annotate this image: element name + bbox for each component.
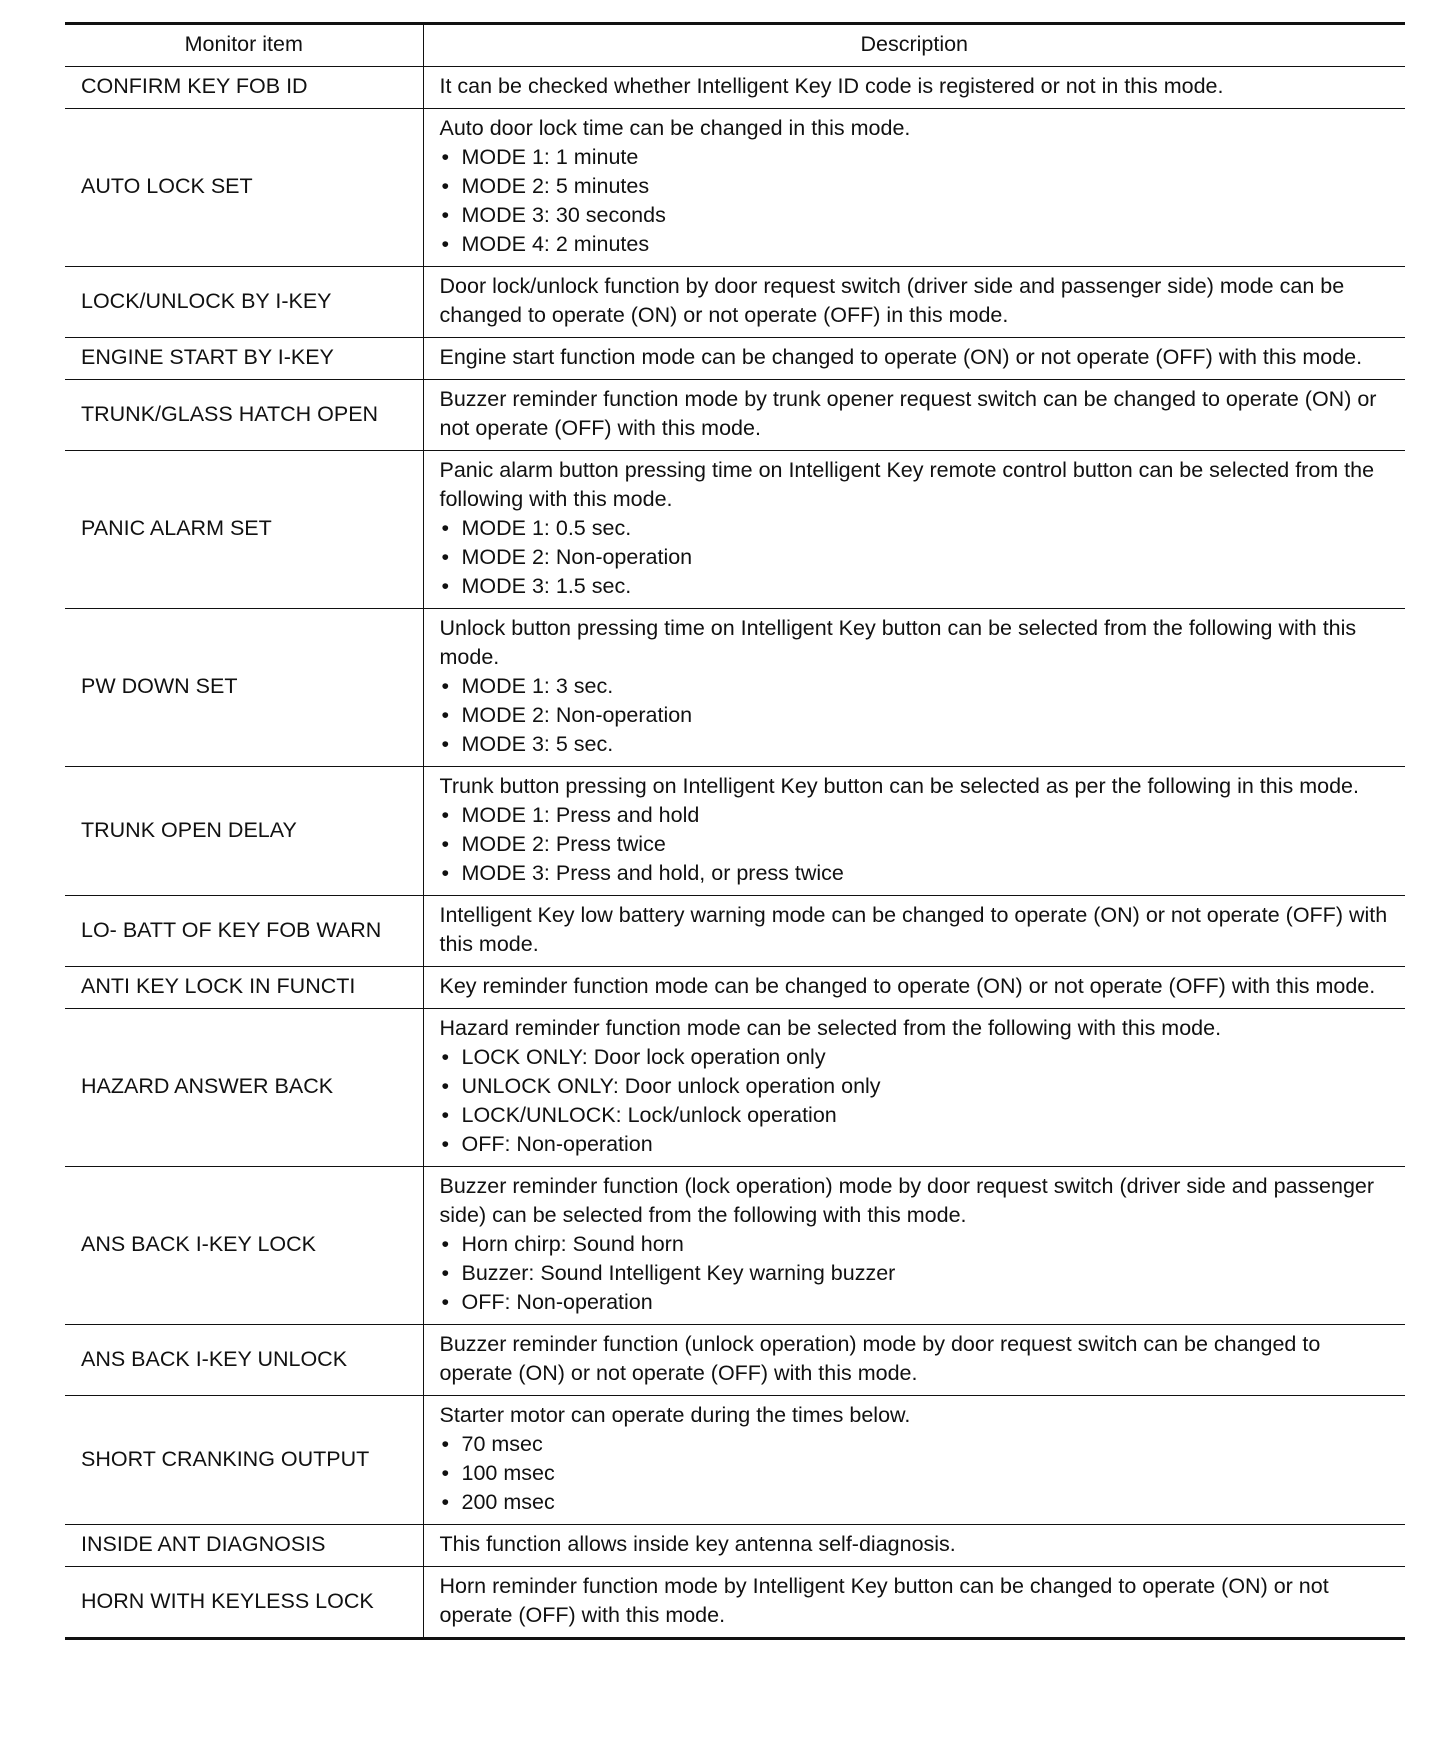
option-item: • MODE 3: 5 sec. xyxy=(440,730,1390,759)
description-text: Engine start function mode can be changed to operate (ON) or not operate (OFF) with this mode. xyxy=(439,345,1363,369)
table-body xyxy=(65,67,1405,1639)
option-item: • MODE 1: Press and hold xyxy=(440,801,1390,830)
option-list xyxy=(440,514,1390,601)
table-row xyxy=(65,267,1405,338)
monitor-item-cell: LOCK/UNLOCK BY I-KEY xyxy=(65,267,423,338)
description-text: Auto door lock time can be changed in this mode. xyxy=(439,116,911,140)
monitor-item-header: Monitor item xyxy=(65,24,423,67)
description-text: Starter motor can operate during the times below. xyxy=(439,1403,911,1427)
monitor-item-cell: HORN WITH KEYLESS LOCK xyxy=(65,1567,423,1639)
table-row xyxy=(65,451,1405,609)
monitor-item-cell: HAZARD ANSWER BACK xyxy=(65,1009,423,1167)
monitor-item-cell: LO- BATT OF KEY FOB WARN xyxy=(65,896,423,967)
option-item: • MODE 3: 1.5 sec. xyxy=(440,572,1390,601)
description-text: Trunk button pressing on Intelligent Key button can be selected as per the following in this mode. xyxy=(439,774,1359,798)
description-text: Panic alarm button pressing time on Intelligent Key remote control button can be selected from the following with this mode. xyxy=(439,458,1375,511)
description-cell xyxy=(423,267,1405,338)
table-row xyxy=(65,109,1405,267)
option-item: • OFF: Non-operation xyxy=(440,1288,1390,1317)
option-item: • MODE 2: 5 minutes xyxy=(440,172,1390,201)
table-row xyxy=(65,967,1405,1009)
option-list xyxy=(440,1043,1390,1159)
option-item: • 200 msec xyxy=(440,1488,1390,1517)
option-item: • Buzzer: Sound Intelligent Key warning buzzer xyxy=(440,1259,1390,1288)
description-text: Door lock/unlock function by door request switch (driver side and passenger side) mode can be changed to operate (ON) or not operate (OFF) in this mode. xyxy=(439,274,1345,327)
option-list xyxy=(440,801,1390,888)
option-item: • MODE 1: 0.5 sec. xyxy=(440,514,1390,543)
option-item: • OFF: Non-operation xyxy=(440,1130,1390,1159)
description-cell xyxy=(423,609,1405,767)
description-cell xyxy=(423,1325,1405,1396)
description-cell xyxy=(423,380,1405,451)
description-text: Key reminder function mode can be changed to operate (ON) or not operate (OFF) with this mode. xyxy=(439,974,1376,998)
description-cell xyxy=(423,338,1405,380)
table-row xyxy=(65,767,1405,896)
description-text: Buzzer reminder function (unlock operation) mode by door request switch can be changed to operate (ON) or not operate (OFF) with this mode. xyxy=(439,1332,1321,1385)
monitor-item-cell: ANTI KEY LOCK IN FUNCTI xyxy=(65,967,423,1009)
option-item: • UNLOCK ONLY: Door unlock operation only xyxy=(440,1072,1390,1101)
document-page xyxy=(65,22,1405,1640)
monitor-item-cell: ENGINE START BY I-KEY xyxy=(65,338,423,380)
table-row xyxy=(65,1009,1405,1167)
description-cell xyxy=(423,1525,1405,1567)
description-text: Intelligent Key low battery warning mode can be changed to operate (ON) or not operate (OFF) with this mode. xyxy=(439,903,1388,956)
option-list xyxy=(440,1230,1390,1317)
monitor-item-cell: ANS BACK I-KEY UNLOCK xyxy=(65,1325,423,1396)
description-cell xyxy=(423,1567,1405,1639)
monitor-item-cell: AUTO LOCK SET xyxy=(65,109,423,267)
description-cell xyxy=(423,967,1405,1009)
table-row xyxy=(65,67,1405,109)
monitor-item-cell: PW DOWN SET xyxy=(65,609,423,767)
monitor-item-cell: TRUNK OPEN DELAY xyxy=(65,767,423,896)
monitor-item-cell: PANIC ALARM SET xyxy=(65,451,423,609)
option-item: • MODE 3: Press and hold, or press twice xyxy=(440,859,1390,888)
description-cell xyxy=(423,451,1405,609)
option-item: • MODE 2: Non-operation xyxy=(440,701,1390,730)
monitor-item-cell: INSIDE ANT DIAGNOSIS xyxy=(65,1525,423,1567)
option-list xyxy=(440,1430,1390,1517)
option-item: • MODE 2: Non-operation xyxy=(440,543,1390,572)
table-row xyxy=(65,338,1405,380)
option-item: • MODE 1: 3 sec. xyxy=(440,672,1390,701)
option-list xyxy=(440,143,1390,259)
description-cell xyxy=(423,1167,1405,1325)
description-cell xyxy=(423,67,1405,109)
description-text: Buzzer reminder function (lock operation) mode by door request switch (driver side and passenger side) can be selected from the following with this mode. xyxy=(439,1174,1375,1227)
description-cell xyxy=(423,1009,1405,1167)
table-row xyxy=(65,1396,1405,1525)
monitor-item-cell: ANS BACK I-KEY LOCK xyxy=(65,1167,423,1325)
table-row xyxy=(65,896,1405,967)
option-item: • MODE 2: Press twice xyxy=(440,830,1390,859)
description-text: It can be checked whether Intelligent Key ID code is registered or not in this mode. xyxy=(439,74,1224,98)
option-item: • LOCK ONLY: Door lock operation only xyxy=(440,1043,1390,1072)
table-row xyxy=(65,609,1405,767)
option-item: • 100 msec xyxy=(440,1459,1390,1488)
option-item: • MODE 1: 1 minute xyxy=(440,143,1390,172)
monitor-item-cell: SHORT CRANKING OUTPUT xyxy=(65,1396,423,1525)
option-item: • 70 msec xyxy=(440,1430,1390,1459)
description-cell xyxy=(423,109,1405,267)
monitor-item-cell: TRUNK/GLASS HATCH OPEN xyxy=(65,380,423,451)
table-row xyxy=(65,1325,1405,1396)
description-header: Description xyxy=(423,24,1405,67)
description-text: Hazard reminder function mode can be selected from the following with this mode. xyxy=(439,1016,1222,1040)
monitor-item-table xyxy=(65,22,1405,1640)
description-cell xyxy=(423,1396,1405,1525)
description-cell xyxy=(423,767,1405,896)
description-text: Unlock button pressing time on Intelligent Key button can be selected from the following with this mode. xyxy=(439,616,1357,669)
table-row xyxy=(65,1167,1405,1325)
option-list xyxy=(440,672,1390,759)
table-row xyxy=(65,380,1405,451)
description-text: Buzzer reminder function mode by trunk opener request switch can be changed to operate (ON) or not operate (OFF) with this mode. xyxy=(439,387,1377,440)
description-cell xyxy=(423,896,1405,967)
option-item: • MODE 4: 2 minutes xyxy=(440,230,1390,259)
header-row xyxy=(65,24,1405,67)
table-header xyxy=(65,24,1405,67)
description-text: This function allows inside key antenna self-diagnosis. xyxy=(439,1532,956,1556)
table-row xyxy=(65,1567,1405,1639)
option-item: • Horn chirp: Sound horn xyxy=(440,1230,1390,1259)
option-item: • LOCK/UNLOCK: Lock/unlock operation xyxy=(440,1101,1390,1130)
description-text: Horn reminder function mode by Intelligent Key button can be changed to operate (ON) or not operate (OFF) with this mode. xyxy=(439,1574,1329,1627)
option-item: • MODE 3: 30 seconds xyxy=(440,201,1390,230)
monitor-item-cell: CONFIRM KEY FOB ID xyxy=(65,67,423,109)
table-row xyxy=(65,1525,1405,1567)
